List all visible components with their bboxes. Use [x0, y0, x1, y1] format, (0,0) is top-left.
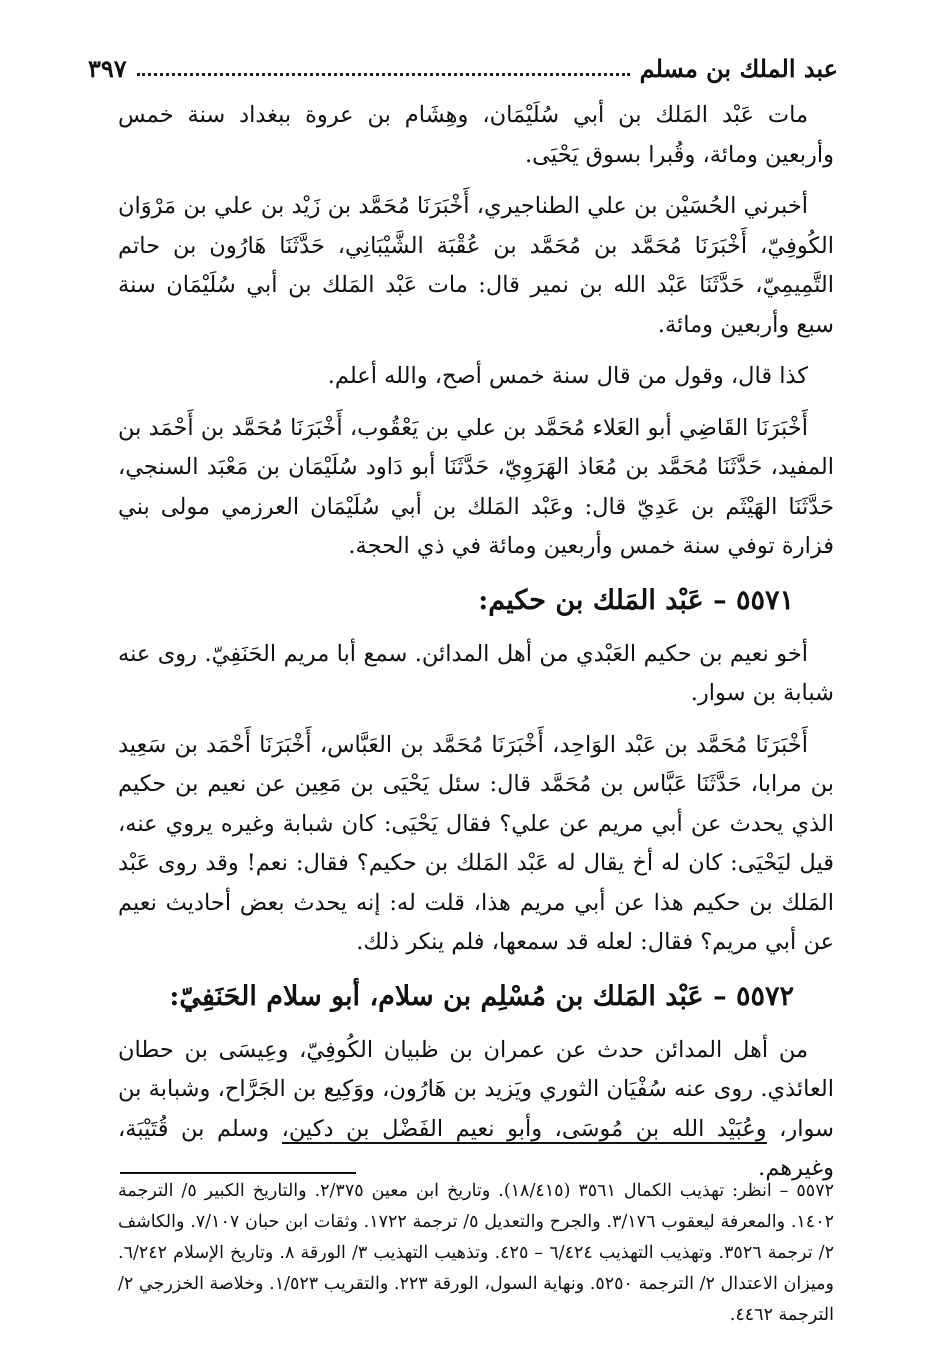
main-text [118, 96, 834, 1201]
underlined-text: وعُبَيْد الله بن مُوسَى، وأبو نعيم الفَضْل بن دكين، [281, 1115, 767, 1142]
header-dot-leader [137, 61, 630, 76]
running-title: عبد الملك بن مسلم [639, 53, 838, 83]
paragraph: مات عَبْد المَلك بن أبي سُلَيْمَان، وهِشَام بن عروة ببغداد سنة خمس وأربعين ومائة، وقُبرا بسوق يَحْيَى. [118, 102, 834, 168]
entry-heading-5572: ٥٥٧٢ – عَبْد المَلك بن مُسْلِم بن سلام، أبو سلام الحَنَفِيّ: [169, 980, 794, 1012]
footnote [118, 1176, 834, 1331]
paragraph: أَخْبَرَنَا مُحَمَّد بن عَبْد الوَاحِد، أَخْبَرَنَا مُحَمَّد بن العَبَّاس، أَخْبَرَنَا أَحْمَد بن سَعِيد بن مرابا، حَدَّثَنَا عَبَّاس بن مُحَمَّد قال: سئل يَحْيَى بن مَعِين عن نعيم بن حكيم الذي يحدث عن أبي مريم عن علي؟ فقال يَحْيَى: كان شبابة وغيره يروي عنه، قيل ليَحْيَى: كان له أخ يقال له عَبْد المَلك بن حكيم؟ فقال: نعم! وقد روى عَبْد المَلك بن حكيم هذا عن أبي مريم هذا، قلت له: إنه يحدث بعض أحاديث نعيم عن أبي مريم؟ فقال: لعله قد سمعها، فلم ينكر ذلك. [118, 731, 834, 955]
paragraph-text-end: وسلم بن قُتَيْبَة، وغيرهم. [118, 1115, 834, 1181]
page-number: ٣٩٧ [88, 53, 127, 83]
paragraph: أَخْبَرَنَا القَاضِي أبو العَلاء مُحَمَّد بن علي بن يَعْقُوب، أَخْبَرَنَا مُحَمَّد بن أَحْمَد بن المفيد، حَدَّثَنَا مُحَمَّد بن مُعَاذ الهَرَوِيّ، حَدَّثَنَا أبو دَاود سُلَيْمَان بن مَعْبَد السنجي، حَدَّثَنَا الهَيْثَم بن عَدِيّ قال: وعَبْد المَلك بن أبي سُلَيْمَان العرزمي مولى بني فزارة توفي سنة خمس وأربعين ومائة في ذي الحجة. [118, 414, 834, 559]
paragraph-text: من أهل المدائن حدث عن عمران بن ظبيان الكُوفِيّ، وعِيسَى بن حطان العائذي. روى عنه سُفْيَان الثوري ويَزيد بن هَارُون، ووَكِيع بن الجَرَّاح، وشبابة بن سوار، [118, 1036, 834, 1142]
running-header [88, 48, 838, 88]
paragraph [118, 1031, 834, 1189]
paragraph: كذا قال، وقول من قال سنة خمس أصح، والله أعلم. [327, 363, 808, 389]
entry-heading-5571: ٥٥٧١ – عَبْد المَلك بن حكيم: [478, 584, 794, 616]
footnote-divider [120, 1172, 356, 1174]
paragraph: أخو نعيم بن حكيم العَبْدي من أهل المدائن. سمع أبا مريم الحَنَفِيّ. روى عنه شبابة بن سوار. [118, 640, 834, 706]
paragraph: أخبرني الحُسَيْن بن علي الطناجيري، أَخْبَرَنَا مُحَمَّد بن زَيْد بن علي بن مَرْوَان الكُوفِيّ، أَخْبَرَنَا مُحَمَّد بن مُحَمَّد بن عُقْبَة الشَّيْبَانِي، حَدَّثَنَا هَارُون بن حاتم التَّمِيمِيّ، حَدَّثَنَا عَبْد الله بن نمير قال: مات عَبْد المَلك بن أبي سُلَيْمَان سنة سبع وأربعين ومائة. [118, 193, 834, 338]
footnote-text: ٥٥٧٢ – انظر: تهذيب الكمال ٣٥٦١ (١٨/٤١٥). وتاريخ ابن معين ٢/٣٧٥. والتاريخ الكبير ٥/ الترجمة ١٤٠٢. والمعرفة ليعقوب ٣/١٧٦. والجرح والتعديل ٥/ ترجمة ١٧٢٢. وثقات ابن حبان ٧/١٠٧. والكاشف ٢/ ترجمة ٣٥٢٦. وتهذيب التهذيب ٦/٤٢٤ – ٤٢٥. وتذهيب التهذيب ٣/ الورقة ٨. وتاريخ الإسلام ٦/٢٤٢. وميزان الاعتدال ٢/ الترجمة ٥٢٥٠. ونهاية السول، الورقة ٢٢٣. والتقريب ١/٥٢٣. وخلاصة الخزرجي ٢/ الترجمة ٤٤٦٢. [118, 1181, 835, 1325]
